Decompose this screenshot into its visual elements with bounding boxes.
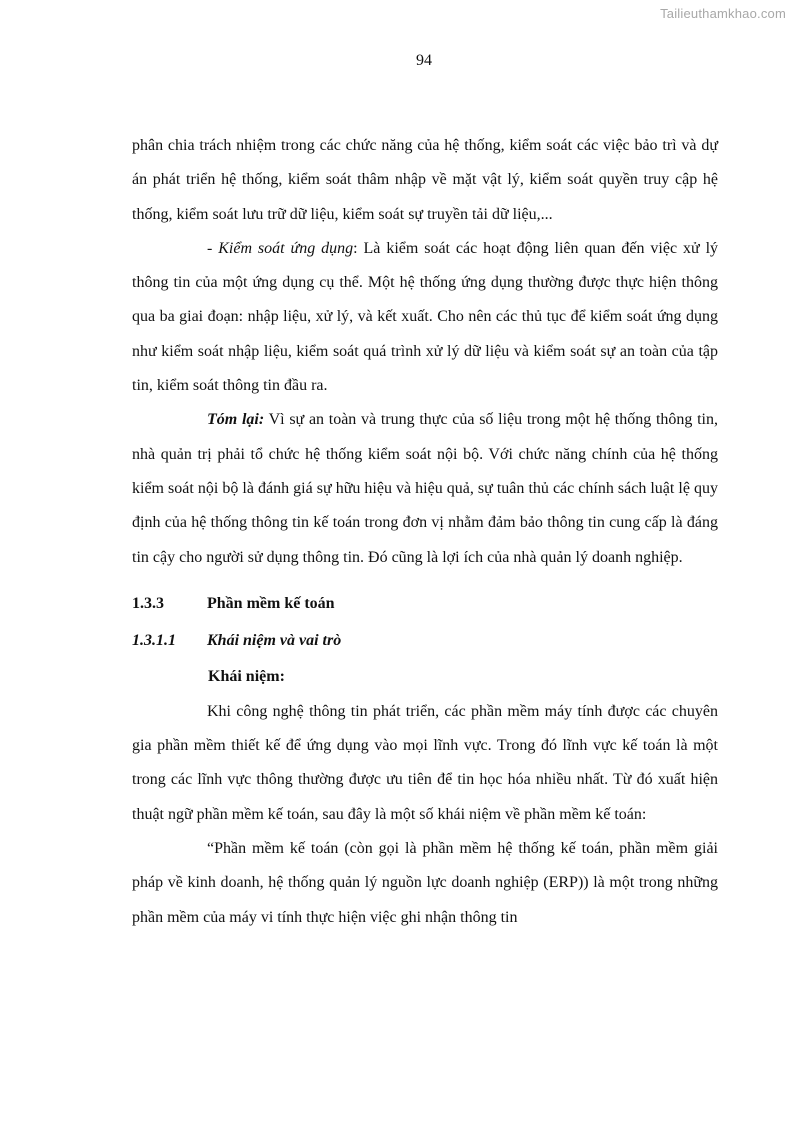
summary-text: Vì sự an toàn và trung thực của số liệu trong một hệ thống thông tin, nhà quản trị phải tổ chức hệ thống kiểm soát nội bộ. Với chức năng chính của hệ thống kiểm soát nội bộ là đánh giá sự hữu hiệu và hiệu quả, sự tuân thủ các chính sách luật lệ quy định của hệ thống thông tin kế toán trong đơn vị nhằm đảm bảo thông tin cung cấp là đáng tin cậy cho người sử dụng thông tin. Đó cũng là lợi ích của nhà quản lý doanh nghiệp. — [132, 411, 719, 566]
document-body — [132, 129, 718, 935]
paragraph-definition-quote: “Phần mềm kế toán (còn gọi là phần mềm hệ thống kế toán, phần mềm giải pháp về kinh doanh, hệ thống quản lý nguồn lực doanh nghiệp (ERP)) là một trong những phần mềm của máy vi tính thực hiện việc ghi nhận thông tin — [132, 839, 718, 926]
subsection-title: Khái niệm và vai trò — [207, 632, 342, 650]
term-application-control: Kiểm soát ứng dụng — [218, 239, 354, 257]
definition-heading: Khái niệm: — [208, 668, 285, 686]
section-title: Phần mềm kế toán — [207, 594, 335, 612]
paragraph-summary — [132, 403, 718, 574]
page-number: 94 — [416, 52, 432, 69]
paragraph-application-controls — [132, 232, 718, 403]
section-heading — [132, 587, 718, 621]
watermark: Tailieuthamkhao.com — [660, 6, 786, 21]
application-control-definition: : Là kiểm soát các hoạt động liên quan đến việc xử lý thông tin của một ứng dụng cụ thể. Một hệ thống ứng dụng thường được thực hiện thông qua ba giai đoạn: nhập liệu, xử lý, và kết xuất. Cho nên các thủ tục để kiểm soát ứng dụng như kiểm soát nhập liệu, kiểm soát quá trình xử lý dữ liệu và kiểm soát sự an toàn của tập tin, kiểm soát thông tin đầu ra. — [132, 239, 719, 395]
summary-label: Tóm lại: — [207, 411, 265, 429]
subsection-number: 1.3.1.1 — [132, 632, 176, 650]
paragraph-system-controls: phân chia trách nhiệm trong các chức năng của hệ thống, kiểm soát các việc bảo trì và dự án phát triển hệ thống, kiểm soát thâm nhập về mặt vật lý, kiểm soát quyền truy cập hệ thống, kiểm soát lưu trữ dữ liệu, kiểm soát sự truyền tải dữ liệu,... — [132, 137, 718, 223]
subsection-heading — [132, 624, 718, 658]
section-number: 1.3.3 — [132, 594, 164, 612]
paragraph-definition-intro: Khi công nghệ thông tin phát triển, các phần mềm máy tính được các chuyên gia phần mềm thiết kế để ứng dụng vào mọi lĩnh vực. Trong đó lĩnh vực kế toán là một trong các lĩnh vực thông thường được ưu tiên để tin học hóa nhiều nhất. Từ đó xuất hiện thuật ngữ phần mềm kế toán, sau đây là một số khái niệm về phần mềm kế toán: — [132, 702, 718, 823]
bullet-dash: - — [207, 239, 219, 257]
